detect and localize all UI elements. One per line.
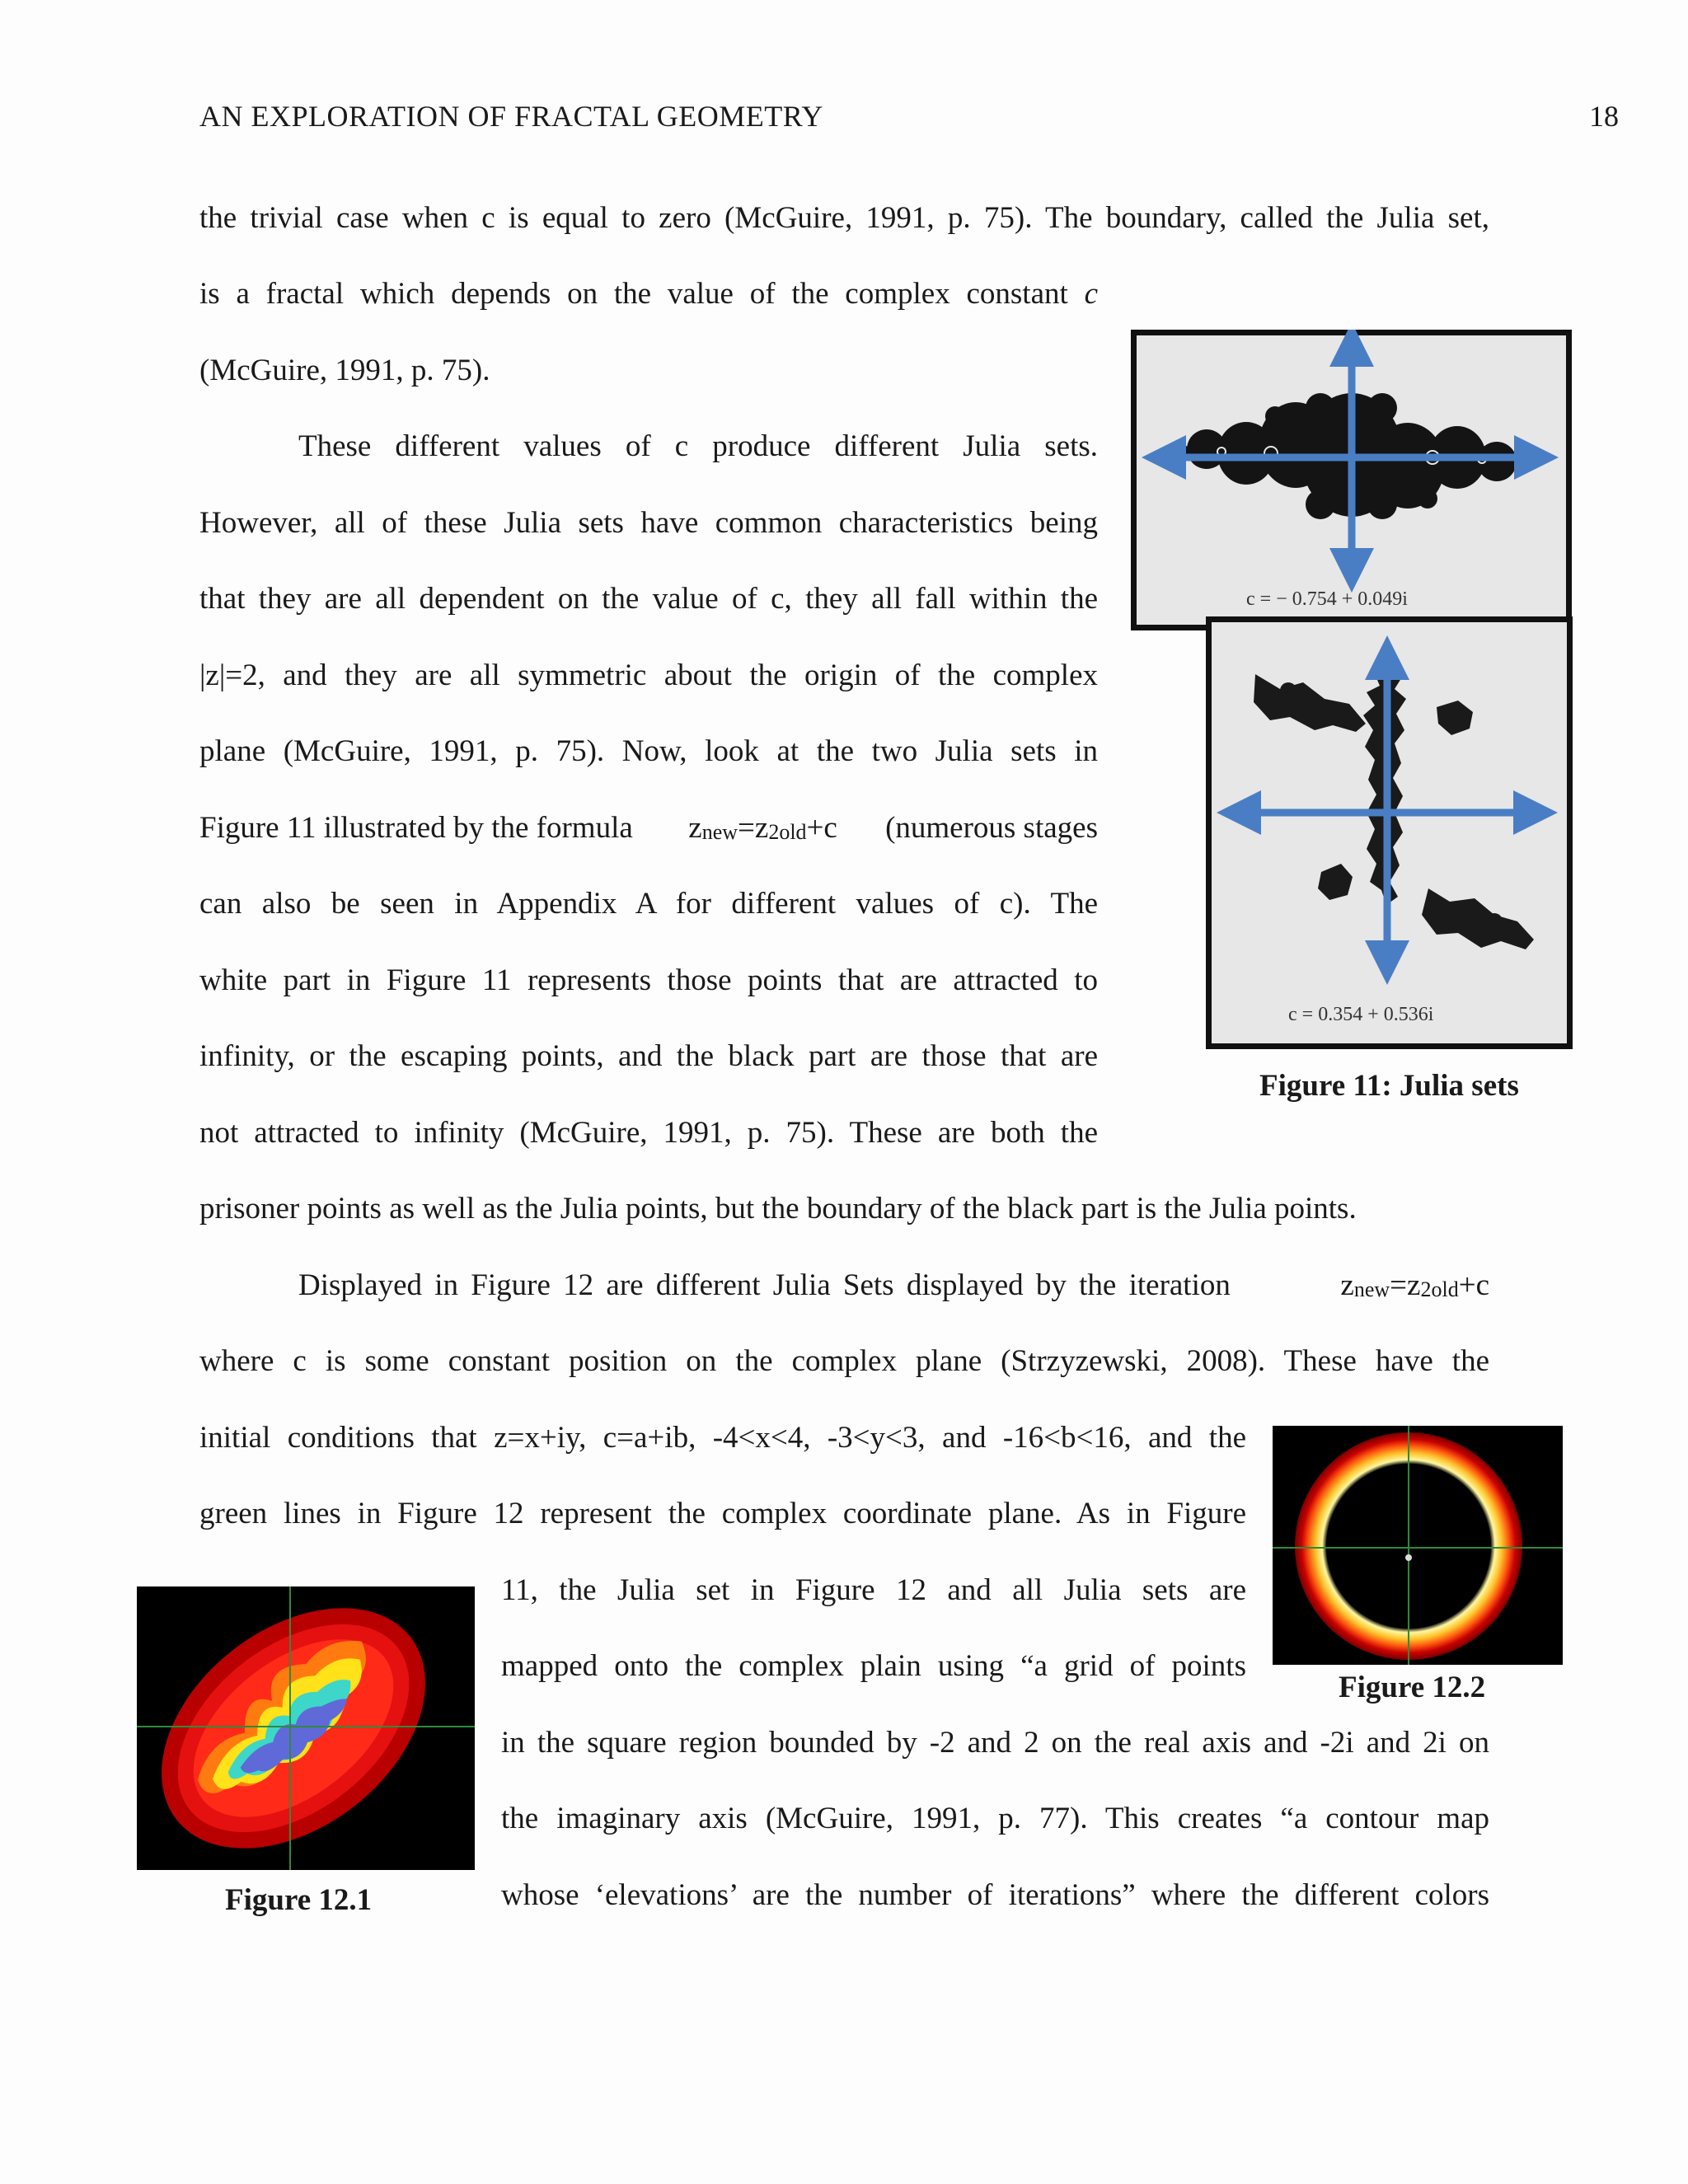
formula-z: z [688, 811, 702, 845]
formula-z: z [1340, 1268, 1354, 1302]
body-line-17: initial conditions that z=x+iy, c=a+ib, -4<x<4, -3<y<3, and -16<b<16, and the [199, 1421, 1246, 1455]
body-line-21: in the square region bounded by -2 and 2 on the real axis and -2i and 2i on [501, 1726, 1489, 1760]
formula-sub-new: new [701, 820, 738, 844]
body-line-10: can also be seen in Appendix A for different values of c). The [199, 887, 1098, 921]
formula-plus-c: +c [1458, 1268, 1489, 1302]
figure-12-2-image [1273, 1426, 1563, 1665]
variable-c: c [1084, 277, 1098, 311]
body-line-15 [298, 1265, 1489, 1306]
body-line-22: the imaginary axis (McGuire, 1991, p. 77). This creates “a contour map [501, 1802, 1489, 1835]
body-line-6: that they are all dependent on the value of c, they all fall within the [199, 582, 1098, 616]
body-line-12: infinity, or the escaping points, and the black part are those that are [199, 1039, 1098, 1073]
figure-11-julia-set-b [1206, 616, 1573, 1049]
body-line-3: (McGuire, 1991, p. 75). [199, 354, 490, 387]
body-line-15-text: Displayed in Figure 12 are different Julia Sets displayed by the iteration [298, 1268, 1231, 1302]
body-line-2-text: is a fractal which depends on the value of the complex constant [199, 277, 1085, 311]
figure-12-2-caption: Figure 12.2 [1339, 1671, 1486, 1704]
body-line-19: 11, the Julia set in Figure 12 and all Julia sets are [501, 1573, 1246, 1607]
fig11a-c-label: c = − 0.754 + 0.049i [1246, 588, 1408, 610]
figure-11-caption: Figure 11: Julia sets [1259, 1069, 1519, 1103]
formula-plus-c: +c [806, 811, 837, 845]
body-line-9 [199, 808, 1098, 849]
formula-sub-two: 2 [768, 820, 780, 844]
formula-eq: =z [738, 811, 769, 845]
figure-12-1-caption: Figure 12.1 [225, 1883, 373, 1917]
body-line-7: |z|=2, and they are all symmetric about the origin of the complex [199, 658, 1098, 692]
formula-inline-2 [1340, 1265, 1489, 1306]
body-line-13: not attracted to infinity (McGuire, 1991, p. 75). These are both the [199, 1116, 1098, 1150]
fig11b-c-label: c = 0.354 + 0.536i [1288, 1004, 1434, 1025]
body-line-23: whose ‘elevations’ are the number of iterations” where the different colors [501, 1878, 1489, 1912]
formula-sub-old: old [1431, 1277, 1459, 1301]
body-line-14: prisoner points as well as the Julia points, but the boundary of the black part is the Julia points. [199, 1192, 1357, 1226]
body-line-5: However, all of these Julia sets have common characteristics being [199, 506, 1098, 540]
running-header: AN EXPLORATION OF FRACTAL GEOMETRY [199, 100, 823, 133]
body-line-16: where c is some constant position on the complex plane (Strzyzewski, 2008). These have the [199, 1344, 1489, 1378]
formula-inline-1 [688, 808, 837, 849]
formula-sub-old: old [779, 820, 807, 844]
body-line-4: These different values of c produce different Julia sets. [298, 429, 1098, 463]
body-line-9-text: Figure 11 illustrated by the formula [199, 811, 641, 845]
figure-12-1-image [137, 1586, 475, 1870]
page-number: 18 [1589, 100, 1619, 133]
body-line-8: plane (McGuire, 1991, p. 75). Now, look at the two Julia sets in [199, 734, 1098, 768]
body-line-9-tail: (numerous stages [885, 811, 1098, 845]
formula-sub-new: new [1353, 1277, 1390, 1301]
body-line-20: mapped onto the complex plain using “a grid of points [501, 1649, 1246, 1683]
body-line-18: green lines in Figure 12 represent the complex coordinate plane. As in Figure [199, 1497, 1246, 1530]
figure-11-julia-set-a [1131, 330, 1572, 630]
body-line-2 [199, 274, 1098, 315]
formula-eq: =z [1390, 1268, 1421, 1302]
formula-sub-two: 2 [1420, 1277, 1432, 1301]
body-line-11: white part in Figure 11 represents those points that are attracted to [199, 963, 1098, 997]
body-line-1: the trivial case when c is equal to zero (McGuire, 1991, p. 75). The boundary, called the Julia set, [199, 201, 1489, 235]
